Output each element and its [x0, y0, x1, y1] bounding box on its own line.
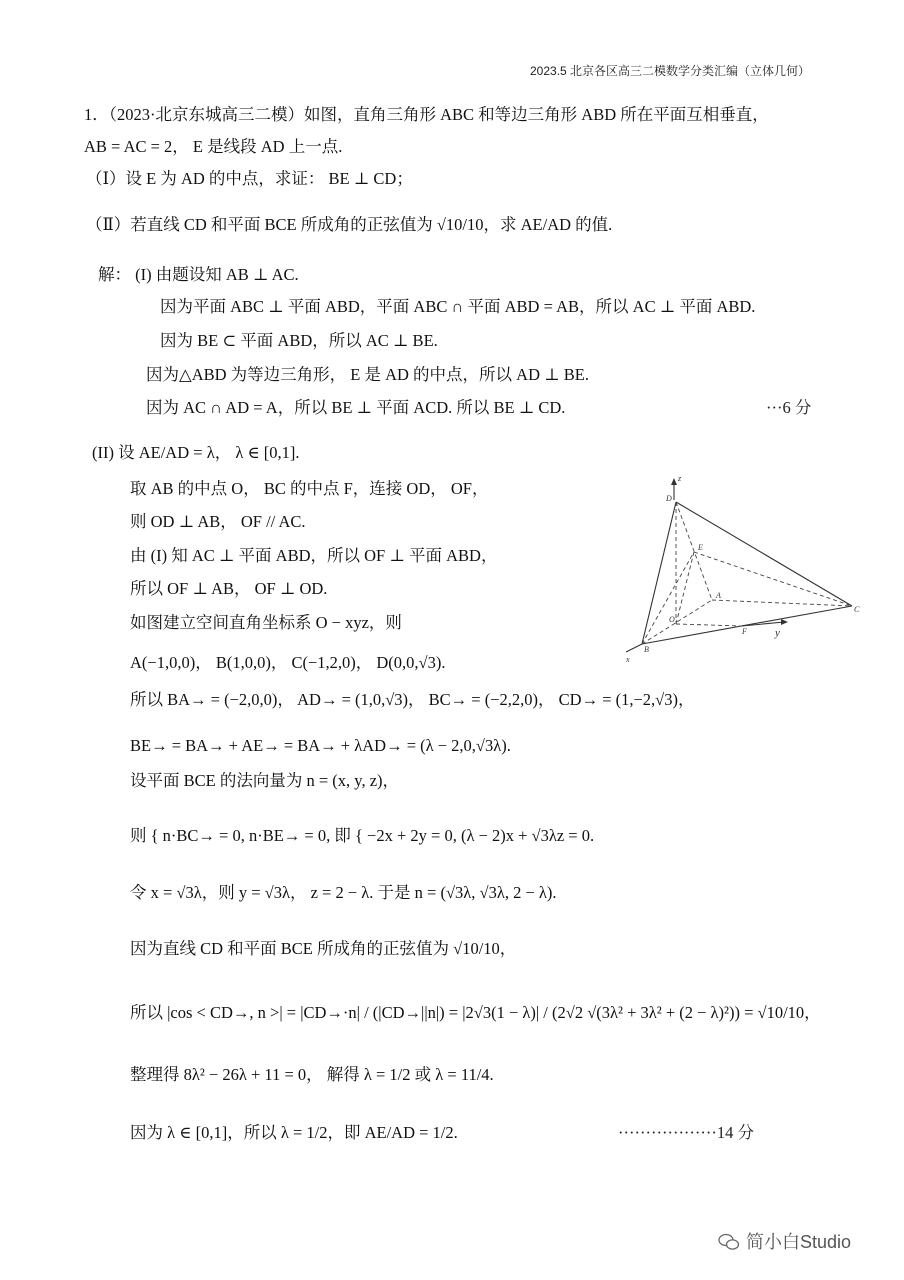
solution-line: 如图建立空间直角坐标系 O − xyz，则 — [130, 613, 402, 632]
solution-line: 因为 AC ∩ AD = A，所以 BE ⊥ 平面 ACD. 所以 BE ⊥ CD. — [146, 398, 566, 417]
solution-line: A(−1,0,0)， B(1,0,0)， C(−1,2,0)， D(0,0,√3). — [130, 653, 446, 672]
label-D: D — [666, 494, 672, 503]
page-header: 2023.5 北京各区高三二模数学分类汇编（立体几何） — [530, 64, 811, 78]
solution-line: 所以 BA→ = (−2,0,0)， AD→ = (1,0,√3)， BC→ = (−2,2,0)， CD→ = (1,−2,√3)， — [130, 690, 695, 709]
solution-line: 因为 λ ∈ [0,1]，所以 λ = 1/2，即 AE/AD = 1/2. — [130, 1123, 458, 1142]
score-part2: ··················14 分 — [618, 1123, 755, 1142]
solution-line: (II) 设 AE/AD = λ， λ ∈ [0,1]. — [92, 443, 300, 462]
segment-OF — [676, 624, 742, 626]
solution-line: 因为 BE ⊂ 平面 ABD，所以 AC ⊥ BE. — [160, 331, 438, 350]
segment-BE — [642, 552, 694, 644]
label-O: O — [669, 615, 675, 624]
problem-intro-line2: AB = AC = 2， E 是线段 AD 上一点. — [84, 137, 343, 156]
edge-DC — [676, 502, 852, 606]
label-z: z — [678, 474, 682, 483]
x-axis — [626, 644, 642, 652]
label-A: A — [716, 591, 721, 600]
problem-intro-line1: 1．（2023·北京东城高三二模）如图，直角三角形 ABC 和等边三角形 ABD 所在平面互相垂直， — [84, 105, 769, 124]
solution-line: 由 (I) 知 AC ⊥ 平面 ABD，所以 OF ⊥ 平面 ABD， — [130, 546, 498, 565]
label-B: B — [644, 645, 649, 654]
label-F: F — [742, 627, 747, 636]
problem-part1: （Ⅰ）设 E 为 AD 的中点，求证： BE ⊥ CD； — [86, 169, 413, 188]
watermark-text: 简小白Studio — [746, 1232, 852, 1252]
solution-line: 令 x = √3λ，则 y = √3λ， z = 2 − λ. 于是 n = (√3λ, √3λ, 2 − λ). — [130, 883, 557, 902]
solution-line: 则 { n·BC→ = 0, n·BE→ = 0, 即 { −2x + 2y = 0, (λ − 2)x + √3λz = 0. — [130, 826, 595, 845]
solution-line: 解： (I) 由题设知 AB ⊥ AC. — [98, 265, 299, 284]
edge-DA — [676, 502, 712, 600]
chat-bubble-icon — [718, 1232, 740, 1252]
y-axis-arrow — [781, 619, 788, 625]
solution-line: BE→ = BA→ + AE→ = BA→ + λAD→ = (λ − 2,0,√3λ). — [130, 736, 511, 755]
solution-line: 则 OD ⊥ AB， OF // AC. — [130, 512, 306, 531]
solution-line: 所以 OF ⊥ AB， OF ⊥ OD. — [130, 579, 328, 598]
z-axis-arrow — [671, 478, 677, 485]
solution-line: 因为△ABD 为等边三角形， E 是 AD 的中点，所以 AD ⊥ BE. — [146, 365, 589, 384]
watermark — [718, 1229, 851, 1255]
solution-line: 取 AB 的中点 O， BC 的中点 F，连接 OD， OF， — [130, 479, 489, 498]
solution-line: 整理得 8λ² − 26λ + 11 = 0， 解得 λ = 1/2 或 λ = 11/4. — [130, 1065, 494, 1084]
label-x: x — [626, 655, 630, 664]
label-y: y — [775, 627, 780, 639]
score-part1: ···6 分 — [766, 398, 812, 417]
coordinate-figure — [612, 474, 874, 666]
label-C: C — [854, 605, 860, 614]
label-E: E — [698, 543, 703, 552]
solution-line: 因为平面 ABC ⊥ 平面 ABD，平面 ABC ∩ 平面 ABD = AB，所以 AC ⊥ 平面 ABD. — [160, 297, 756, 316]
edge-AC — [712, 600, 852, 606]
solution-line: 所以 |cos < CD→, n >| = |CD→·n| / (|CD→||n|) = |2√3(1 − λ)| / (2√2 √(3λ² + 3λ² + (2 − λ)²)) = √10/10， — [130, 1003, 821, 1022]
solution-line: 因为直线 CD 和平面 BCE 所成角的正弦值为 √10/10， — [130, 939, 517, 958]
problem-part2: （Ⅱ）若直线 CD 和平面 BCE 所成角的正弦值为 √10/10，求 AE/AD 的值. — [86, 215, 613, 234]
solution-line: 设平面 BCE 的法向量为 n = (x, y, z)， — [130, 771, 400, 790]
